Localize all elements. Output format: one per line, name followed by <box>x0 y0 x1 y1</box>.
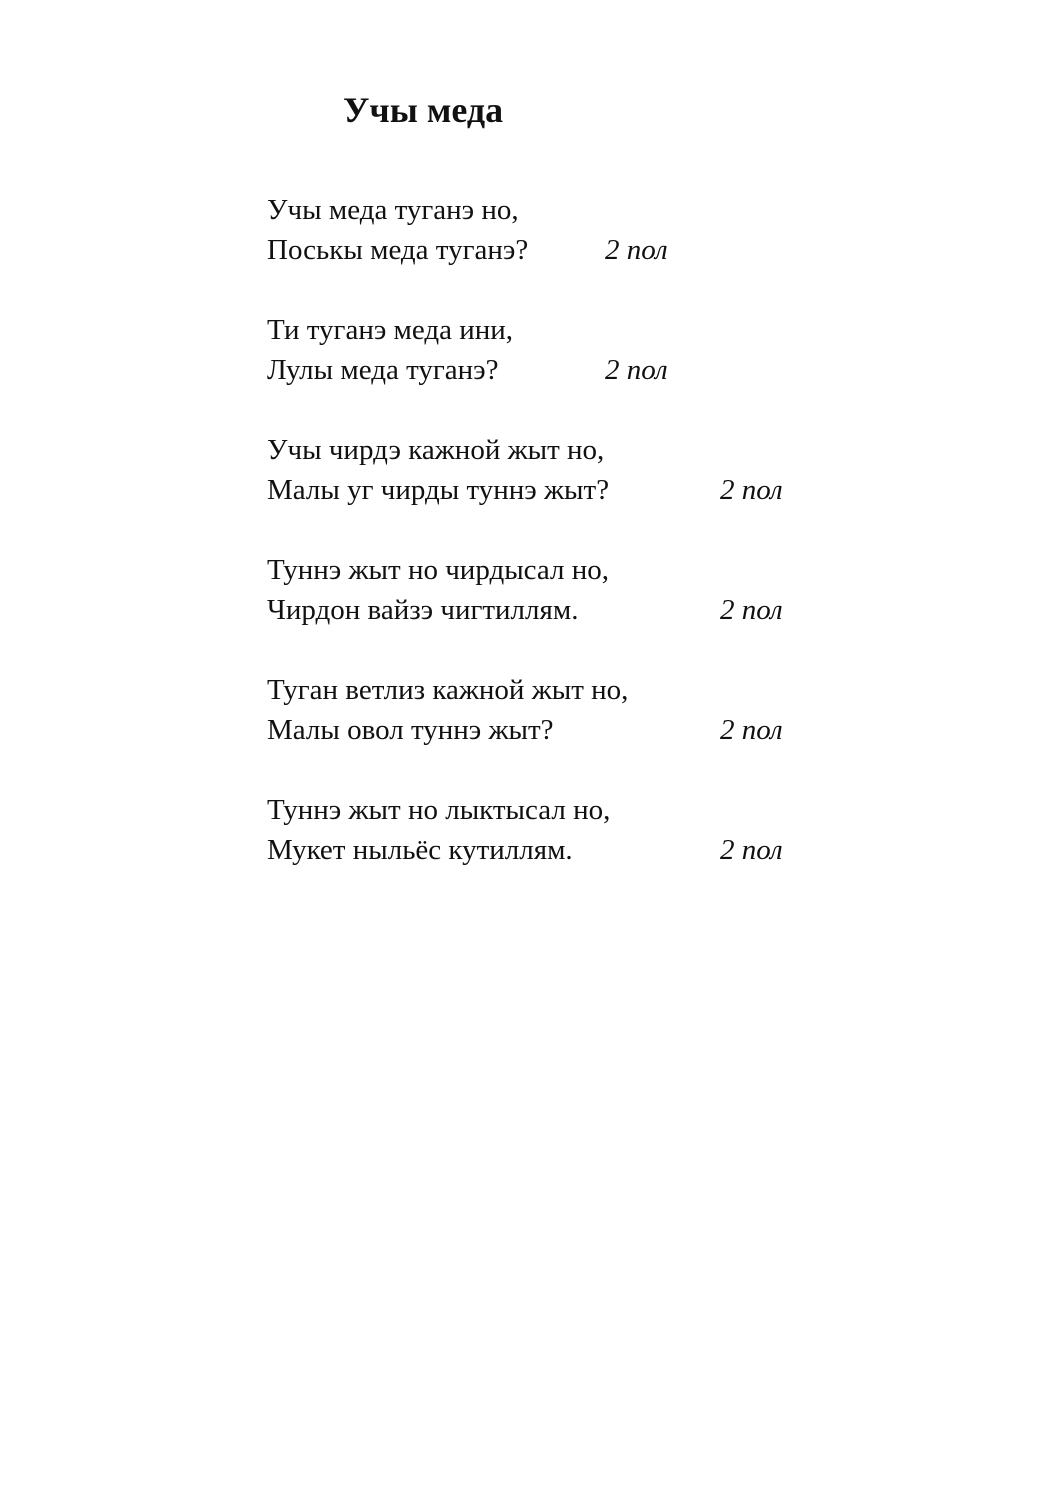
stanza-3 <box>267 430 827 510</box>
repeat-mark: 2 пол <box>720 474 783 506</box>
repeat-mark: 2 пол <box>720 834 783 866</box>
verse-line: Малы овол туннэ жыт? <box>267 714 554 746</box>
verse-line: Малы уг чирды туннэ жыт? <box>267 474 610 506</box>
stanza-6 <box>267 790 827 870</box>
song-title: Учы меда <box>343 90 504 130</box>
verse-line: Туннэ жыт но лыктысал но, <box>267 794 611 826</box>
verse-line: Мукет ныльёс кутиллям. <box>267 834 573 866</box>
verse-line: Чирдон вайзэ чигтиллям. <box>267 594 579 626</box>
stanza-2 <box>267 310 827 390</box>
stanza-4 <box>267 550 827 630</box>
verse-line: Поськы меда туганэ? <box>267 234 529 266</box>
repeat-mark: 2 пол <box>605 234 668 266</box>
repeat-mark: 2 пол <box>605 354 668 386</box>
repeat-mark: 2 пол <box>720 594 783 626</box>
verse-line: Туган ветлиз кажной жыт но, <box>267 674 629 706</box>
verse-line: Туннэ жыт но чирдысал но, <box>267 554 610 586</box>
verse-line-with-repeat <box>267 830 827 870</box>
verse-line-with-repeat <box>267 590 827 630</box>
verse-line: Ти туганэ меда ини, <box>267 314 514 346</box>
verse-line-with-repeat <box>267 230 827 270</box>
verse-line-with-repeat <box>267 470 827 510</box>
stanza-1 <box>267 190 827 270</box>
stanza-5 <box>267 670 827 750</box>
verse-line-with-repeat <box>267 710 827 750</box>
verse-line: Учы чирдэ кажной жыт но, <box>267 434 605 466</box>
verse-line: Учы меда туганэ но, <box>267 194 519 226</box>
repeat-mark: 2 пол <box>720 714 783 746</box>
verse-line-with-repeat <box>267 350 827 390</box>
verse-line: Лулы меда туганэ? <box>267 354 499 386</box>
